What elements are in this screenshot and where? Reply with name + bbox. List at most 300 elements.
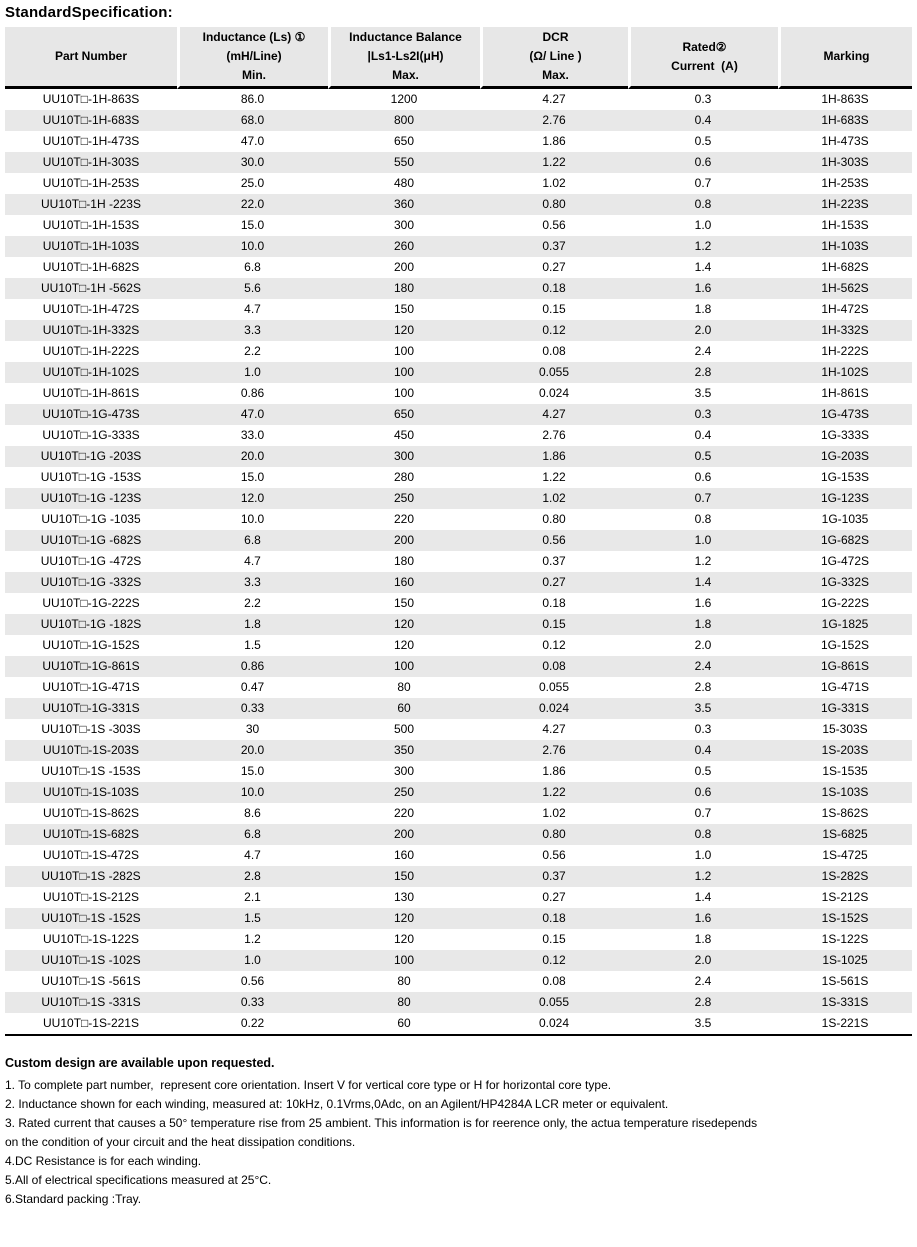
table-cell-inductance-balance: 800	[328, 110, 480, 131]
table-cell-part-number: UU10T□-1S -153S	[41, 764, 141, 778]
table-cell-part-number: UU10T□-1H -562S	[5, 278, 177, 299]
table-cell-part-number: UU10T□-1H-473S	[42, 134, 140, 148]
table-cell-inductance: 4.7	[244, 554, 261, 568]
table-cell-rated-current: 0.7	[694, 806, 712, 820]
table-cell-dcr: 0.15	[480, 614, 628, 635]
table-cell-inductance-balance: 360	[328, 194, 480, 215]
table-cell-part-number: UU10T□-1G -472S	[40, 554, 142, 568]
table-row	[5, 740, 912, 761]
note-line: on the condition of your circuit and the heat dissipation conditions.	[5, 1135, 356, 1149]
column-header-inductance	[177, 27, 328, 89]
table-cell-rated-current: 1.0	[628, 530, 778, 551]
table-row	[5, 194, 912, 215]
table-cell-inductance-balance: 450	[393, 428, 415, 442]
table-cell-marking: 1S-331S	[778, 992, 912, 1013]
table-row	[5, 950, 912, 971]
table-cell-inductance-balance: 250	[328, 488, 480, 509]
table-row	[5, 383, 912, 404]
table-cell-dcr: 1.02	[542, 176, 566, 190]
table-cell-inductance: 15.0	[240, 470, 265, 484]
table-cell-dcr: 1.22	[480, 152, 628, 173]
table-cell-dcr: 4.27	[480, 404, 628, 425]
table-cell-part-number: UU10T□-1G -182S	[5, 614, 177, 635]
table-cell-dcr: 1.02	[542, 806, 566, 820]
table-cell-inductance: 20.0	[177, 446, 328, 467]
table-cell-marking: 1G-332S	[778, 572, 912, 593]
table-cell-rated-current: 2.0	[628, 950, 778, 971]
table-cell-part-number: UU10T□-1G-152S	[42, 638, 140, 652]
table-cell-dcr: 0.80	[480, 194, 628, 215]
table-cell-dcr: 0.08	[542, 974, 566, 988]
table-cell-dcr: 0.27	[542, 260, 566, 274]
table-row	[5, 656, 912, 677]
table-cell-part-number: UU10T□-1G-473S	[5, 404, 177, 425]
table-cell-inductance: 3.3	[177, 572, 328, 593]
table-cell-rated-current: 2.4	[694, 974, 712, 988]
table-cell-part-number: UU10T□-1H-102S	[5, 362, 177, 383]
table-cell-marking: 1G-152S	[820, 638, 870, 652]
table-cell-inductance-balance: 650	[328, 404, 480, 425]
table-cell-rated-current: 0.4	[628, 110, 778, 131]
table-cell-marking: 1S-561S	[821, 974, 869, 988]
notes-section	[5, 1054, 912, 1209]
table-cell-inductance: 0.47	[240, 680, 265, 694]
table-cell-inductance: 15.0	[240, 764, 265, 778]
table-cell-inductance: 4.7	[244, 302, 261, 316]
column-header-line: Current (A)	[671, 58, 738, 73]
table-cell-inductance: 8.6	[244, 806, 261, 820]
table-cell-marking: 1H-863S	[821, 92, 869, 106]
table-cell-rated-current: 1.6	[694, 596, 712, 610]
table-cell-inductance: 1.2	[244, 932, 261, 946]
table-cell-inductance: 86.0	[240, 92, 265, 106]
table-cell-inductance: 10.0	[240, 512, 265, 526]
column-header-dcr	[480, 27, 628, 89]
table-cell-part-number: UU10T□-1S -331S	[5, 992, 177, 1013]
table-cell-marking: 1G-203S	[778, 446, 912, 467]
table-cell-marking: 1S-6825	[778, 824, 912, 845]
table-cell-inductance: 0.86	[177, 656, 328, 677]
table-cell-rated-current: 0.3	[694, 722, 712, 736]
table-cell-inductance-balance: 100	[328, 950, 480, 971]
table-row	[5, 677, 912, 698]
table-cell-inductance-balance: 160	[328, 572, 480, 593]
table-cell-part-number: UU10T□-1H-222S	[42, 344, 140, 358]
table-cell-marking: 1G-153S	[820, 470, 870, 484]
table-cell-inductance: 6.8	[177, 530, 328, 551]
table-cell-part-number: UU10T□-1H-863S	[42, 92, 140, 106]
table-cell-inductance: 1.0	[177, 950, 328, 971]
table-cell-marking: 1G-222S	[820, 596, 870, 610]
table-row	[5, 509, 912, 530]
table-cell-rated-current: 1.2	[628, 236, 778, 257]
table-cell-marking: 1G-472S	[820, 554, 870, 568]
table-cell-part-number: UU10T□-1S-682S	[5, 824, 177, 845]
table-cell-part-number: UU10T□-1S -561S	[41, 974, 141, 988]
table-cell-inductance-balance: 350	[328, 740, 480, 761]
table-cell-marking: 1H-223S	[778, 194, 912, 215]
table-row	[5, 593, 912, 614]
table-cell-inductance: 20.0	[177, 740, 328, 761]
table-cell-marking: 1H-473S	[821, 134, 869, 148]
page-title: StandardSpecification:	[5, 4, 173, 21]
table-cell-rated-current: 3.5	[694, 386, 712, 400]
column-header-marking	[778, 27, 912, 89]
table-cell-rated-current: 0.7	[628, 488, 778, 509]
column-header-line: Rated②	[682, 39, 727, 54]
table-row	[5, 908, 912, 929]
table-cell-inductance-balance: 200	[328, 824, 480, 845]
table-row	[5, 551, 912, 572]
table-cell-dcr: 0.56	[542, 848, 566, 862]
table-cell-dcr: 0.024	[480, 698, 628, 719]
table-cell-inductance-balance: 100	[328, 656, 480, 677]
column-header-line: Part Number	[54, 49, 128, 63]
table-cell-rated-current: 0.4	[694, 428, 712, 442]
table-cell-part-number: UU10T□-1H-103S	[5, 236, 177, 257]
table-cell-inductance-balance: 80	[328, 992, 480, 1013]
column-header-line: Max.	[392, 68, 419, 82]
table-cell-dcr: 4.27	[542, 722, 566, 736]
table-cell-marking: 1H-303S	[778, 152, 912, 173]
column-header-line: (mH/Line)	[226, 49, 282, 63]
table-row	[5, 89, 912, 110]
table-cell-part-number: UU10T□-1H-682S	[42, 260, 140, 274]
table-cell-part-number: UU10T□-1S -152S	[5, 908, 177, 929]
table-cell-dcr: 1.22	[480, 782, 628, 803]
table-cell-marking: 1H-103S	[778, 236, 912, 257]
table-cell-rated-current: 0.5	[694, 134, 712, 148]
table-row	[5, 152, 912, 173]
table-cell-rated-current: 1.6	[628, 908, 778, 929]
table-cell-inductance-balance: 150	[328, 866, 480, 887]
table-cell-marking: 15-303S	[822, 722, 868, 736]
table-cell-rated-current: 2.4	[628, 656, 778, 677]
table-cell-marking: 1G-333S	[820, 428, 870, 442]
table-cell-inductance-balance: 180	[393, 554, 415, 568]
note-line: 6.Standard packing :Tray.	[5, 1192, 142, 1206]
table-cell-rated-current: 2.0	[694, 638, 712, 652]
table-cell-dcr: 2.76	[480, 740, 628, 761]
table-cell-part-number: UU10T□-1H -223S	[5, 194, 177, 215]
table-cell-part-number: UU10T□-1G-333S	[42, 428, 140, 442]
table-cell-part-number: UU10T□-1S-221S	[5, 1013, 177, 1036]
table-cell-rated-current: 2.4	[694, 344, 712, 358]
table-cell-rated-current: 1.4	[694, 260, 712, 274]
table-cell-rated-current: 1.6	[628, 278, 778, 299]
table-cell-marking: 1H-332S	[778, 320, 912, 341]
table-cell-inductance: 68.0	[177, 110, 328, 131]
table-cell-inductance: 47.0	[177, 404, 328, 425]
table-row	[5, 803, 912, 824]
table-row	[5, 635, 912, 656]
table-row	[5, 173, 912, 194]
table-row	[5, 278, 912, 299]
table-cell-inductance-balance: 200	[393, 260, 415, 274]
table-cell-rated-current: 1.2	[628, 866, 778, 887]
table-cell-marking: 1S-152S	[778, 908, 912, 929]
spec-table	[5, 27, 912, 1036]
table-row	[5, 572, 912, 593]
table-cell-inductance-balance: 160	[393, 848, 415, 862]
table-row	[5, 446, 912, 467]
table-cell-dcr: 2.76	[542, 428, 566, 442]
table-cell-inductance-balance: 300	[393, 764, 415, 778]
table-cell-inductance: 25.0	[240, 176, 265, 190]
table-cell-inductance: 0.33	[177, 992, 328, 1013]
table-cell-part-number: UU10T□-1G-222S	[42, 596, 140, 610]
column-header-line: Inductance (Ls) ①	[202, 30, 306, 44]
table-row	[5, 971, 912, 992]
table-row	[5, 215, 912, 236]
table-row	[5, 320, 912, 341]
table-cell-part-number: UU10T□-1G-471S	[42, 680, 140, 694]
table-cell-inductance: 33.0	[240, 428, 265, 442]
table-cell-marking: 1G-861S	[778, 656, 912, 677]
table-cell-part-number: UU10T□-1G -153S	[40, 470, 142, 484]
table-row	[5, 719, 912, 740]
table-cell-part-number: UU10T□-1H-153S	[42, 218, 140, 232]
column-header-rated-current	[628, 27, 778, 89]
table-cell-dcr: 0.055	[480, 992, 628, 1013]
table-cell-rated-current: 0.7	[694, 176, 712, 190]
note-line: 3. Rated current that causes a 50° temperature rise from 25 ambient. This information is for reerence only, the actua temperature risedepends	[5, 1116, 758, 1130]
table-cell-inductance-balance: 60	[328, 698, 480, 719]
table-row	[5, 404, 912, 425]
table-cell-inductance: 1.5	[244, 638, 261, 652]
table-cell-rated-current: 0.5	[628, 446, 778, 467]
table-cell-inductance-balance: 120	[328, 908, 480, 929]
table-cell-part-number: UU10T□-1G -203S	[5, 446, 177, 467]
table-row	[5, 845, 912, 866]
table-row	[5, 614, 912, 635]
table-cell-part-number: UU10T□-1H-472S	[42, 302, 140, 316]
table-cell-rated-current: 1.4	[628, 572, 778, 593]
table-cell-marking: 1H-683S	[778, 110, 912, 131]
table-cell-inductance: 22.0	[177, 194, 328, 215]
table-cell-marking: 1G-1825	[778, 614, 912, 635]
table-cell-inductance-balance: 280	[393, 470, 415, 484]
table-cell-inductance-balance: 130	[393, 890, 415, 904]
table-cell-marking: 1S-122S	[821, 932, 869, 946]
table-cell-inductance-balance: 120	[393, 638, 415, 652]
table-cell-part-number: UU10T□-1H-303S	[5, 152, 177, 173]
table-row	[5, 866, 912, 887]
table-cell-inductance: 30.0	[177, 152, 328, 173]
table-cell-marking: 1H-682S	[821, 260, 869, 274]
table-cell-part-number: UU10T□-1H-683S	[5, 110, 177, 131]
table-cell-inductance: 12.0	[177, 488, 328, 509]
table-cell-dcr: 0.055	[538, 680, 570, 694]
table-row	[5, 992, 912, 1013]
column-header-line: Inductance Balance	[349, 30, 462, 44]
table-row	[5, 236, 912, 257]
table-cell-marking: 1S-203S	[778, 740, 912, 761]
table-cell-inductance: 2.1	[244, 890, 261, 904]
table-cell-dcr: 0.055	[480, 362, 628, 383]
table-cell-marking: 1S-221S	[778, 1013, 912, 1036]
table-cell-dcr: 0.27	[480, 572, 628, 593]
table-cell-rated-current: 2.8	[628, 992, 778, 1013]
table-cell-part-number: UU10T□-1S -282S	[5, 866, 177, 887]
table-cell-part-number: UU10T□-1H-861S	[42, 386, 140, 400]
table-cell-rated-current: 1.0	[694, 218, 712, 232]
table-cell-dcr: 0.12	[542, 638, 566, 652]
table-cell-marking: 1H-102S	[778, 362, 912, 383]
table-cell-dcr: 0.12	[480, 320, 628, 341]
table-cell-inductance: 1.5	[177, 908, 328, 929]
table-cell-inductance-balance: 180	[328, 278, 480, 299]
table-cell-inductance-balance: 220	[393, 512, 415, 526]
table-cell-inductance-balance: 120	[393, 932, 415, 946]
table-cell-rated-current: 2.8	[694, 680, 712, 694]
table-cell-inductance: 0.86	[240, 386, 265, 400]
table-cell-dcr: 1.86	[480, 446, 628, 467]
table-cell-inductance: 1.8	[177, 614, 328, 635]
table-cell-dcr: 0.024	[480, 1013, 628, 1036]
table-row	[5, 362, 912, 383]
table-cell-marking: 1S-103S	[778, 782, 912, 803]
table-cell-rated-current: 0.8	[628, 824, 778, 845]
table-cell-inductance-balance: 60	[328, 1013, 480, 1036]
table-cell-part-number: UU10T□-1G-861S	[5, 656, 177, 677]
table-cell-inductance-balance: 100	[328, 362, 480, 383]
table-cell-part-number: UU10T□-1S-122S	[43, 932, 139, 946]
table-cell-part-number: UU10T□-1G -682S	[5, 530, 177, 551]
table-cell-inductance-balance: 480	[393, 176, 415, 190]
table-cell-dcr: 0.80	[542, 512, 566, 526]
table-cell-rated-current: 3.5	[628, 1013, 778, 1036]
table-cell-dcr: 0.37	[480, 236, 628, 257]
table-cell-part-number: UU10T□-1G-331S	[5, 698, 177, 719]
table-cell-inductance: 0.33	[177, 698, 328, 719]
table-cell-inductance: 3.3	[177, 320, 328, 341]
table-cell-inductance: 30	[245, 722, 260, 736]
table-cell-dcr: 0.18	[480, 908, 628, 929]
table-cell-rated-current: 0.3	[628, 404, 778, 425]
table-cell-inductance: 2.2	[244, 596, 261, 610]
table-cell-inductance-balance: 80	[397, 974, 411, 988]
table-cell-dcr: 4.27	[542, 92, 566, 106]
table-cell-inductance: 6.8	[244, 260, 261, 274]
table-cell-inductance: 2.8	[177, 866, 328, 887]
table-cell-marking: 1G-471S	[820, 680, 870, 694]
table-cell-inductance-balance: 650	[393, 134, 415, 148]
table-row	[5, 425, 912, 446]
table-cell-inductance: 47.0	[240, 134, 265, 148]
column-header-line: Min.	[242, 68, 266, 82]
column-header-inductance-balance	[328, 27, 480, 89]
table-cell-inductance-balance: 220	[393, 806, 415, 820]
table-body	[5, 89, 912, 1036]
table-cell-dcr: 0.37	[542, 554, 566, 568]
table-cell-dcr: 0.15	[542, 932, 566, 946]
table-cell-marking: 1S-1025	[778, 950, 912, 971]
table-cell-part-number: UU10T□-1S -102S	[5, 950, 177, 971]
table-cell-rated-current: 0.8	[694, 512, 712, 526]
table-cell-marking: 1G-123S	[778, 488, 912, 509]
table-cell-part-number: UU10T□-1S-203S	[5, 740, 177, 761]
table-cell-inductance-balance: 260	[328, 236, 480, 257]
table-cell-marking: 1H-153S	[821, 218, 869, 232]
table-cell-inductance: 10.0	[177, 236, 328, 257]
table-cell-inductance: 0.22	[177, 1013, 328, 1036]
table-cell-rated-current: 1.8	[694, 302, 712, 316]
table-row	[5, 824, 912, 845]
table-cell-marking: 1S-282S	[778, 866, 912, 887]
table-row	[5, 698, 912, 719]
table-cell-part-number: UU10T□-1G -1035	[41, 512, 141, 526]
table-cell-dcr: 0.56	[480, 530, 628, 551]
note-line: 5.All of electrical specifications measured at 25°C.	[5, 1173, 272, 1187]
column-header-line: (Ω/ Line )	[529, 49, 582, 63]
table-cell-part-number: UU10T□-1S-212S	[43, 890, 139, 904]
table-cell-rated-current: 3.5	[628, 698, 778, 719]
table-cell-inductance-balance: 300	[393, 218, 415, 232]
table-cell-dcr: 0.024	[538, 386, 570, 400]
table-cell-marking: 1H-861S	[821, 386, 869, 400]
table-cell-part-number: UU10T□-1S -303S	[41, 722, 141, 736]
table-cell-marking: 1H-562S	[778, 278, 912, 299]
table-cell-rated-current: 0.4	[628, 740, 778, 761]
column-header-line: Max.	[542, 68, 569, 82]
table-cell-marking: 1S-1535	[822, 764, 868, 778]
table-cell-inductance-balance: 120	[328, 614, 480, 635]
table-cell-inductance-balance: 150	[393, 302, 415, 316]
table-row	[5, 1013, 912, 1036]
table-row	[5, 467, 912, 488]
table-cell-inductance: 6.8	[177, 824, 328, 845]
table-cell-dcr: 0.27	[542, 890, 566, 904]
table-cell-inductance-balance: 100	[393, 344, 415, 358]
table-cell-inductance-balance: 250	[328, 782, 480, 803]
table-row	[5, 887, 912, 908]
table-cell-marking: 1G-1035	[821, 512, 869, 526]
table-cell-inductance-balance: 550	[328, 152, 480, 173]
table-row	[5, 257, 912, 278]
table-cell-dcr: 1.02	[480, 488, 628, 509]
table-cell-dcr: 1.86	[542, 134, 566, 148]
table-cell-rated-current: 0.6	[628, 152, 778, 173]
table-cell-dcr: 0.18	[480, 278, 628, 299]
table-cell-inductance: 2.2	[244, 344, 261, 358]
table-row	[5, 929, 912, 950]
table-cell-rated-current: 0.5	[694, 764, 712, 778]
table-cell-inductance-balance: 120	[328, 320, 480, 341]
table-row	[5, 110, 912, 131]
table-cell-rated-current: 0.3	[694, 92, 712, 106]
table-cell-dcr: 0.18	[542, 596, 566, 610]
table-cell-dcr: 0.08	[542, 344, 566, 358]
table-cell-inductance: 5.6	[177, 278, 328, 299]
column-header-line: Marking	[823, 49, 870, 63]
table-row	[5, 761, 912, 782]
table-cell-part-number: UU10T□-1H-253S	[42, 176, 140, 190]
table-cell-dcr: 1.22	[542, 470, 566, 484]
table-row	[5, 530, 912, 551]
table-cell-inductance-balance: 1200	[390, 92, 418, 106]
table-cell-marking: 1G-682S	[778, 530, 912, 551]
note-custom-design: Custom design are available upon requested.	[5, 1056, 275, 1070]
table-cell-inductance: 15.0	[240, 218, 265, 232]
table-cell-inductance: 0.56	[240, 974, 265, 988]
table-cell-dcr: 0.12	[480, 950, 628, 971]
table-cell-marking: 1H-222S	[821, 344, 869, 358]
table-cell-rated-current: 1.8	[694, 932, 712, 946]
table-cell-dcr: 1.86	[542, 764, 566, 778]
table-cell-part-number: UU10T□-1G -123S	[5, 488, 177, 509]
note-line: 2. Inductance shown for each winding, measured at: 10kHz, 0.1Vrms,0Adc, on an Agilent/HP4284A LCR meter or equivalent.	[5, 1097, 669, 1111]
